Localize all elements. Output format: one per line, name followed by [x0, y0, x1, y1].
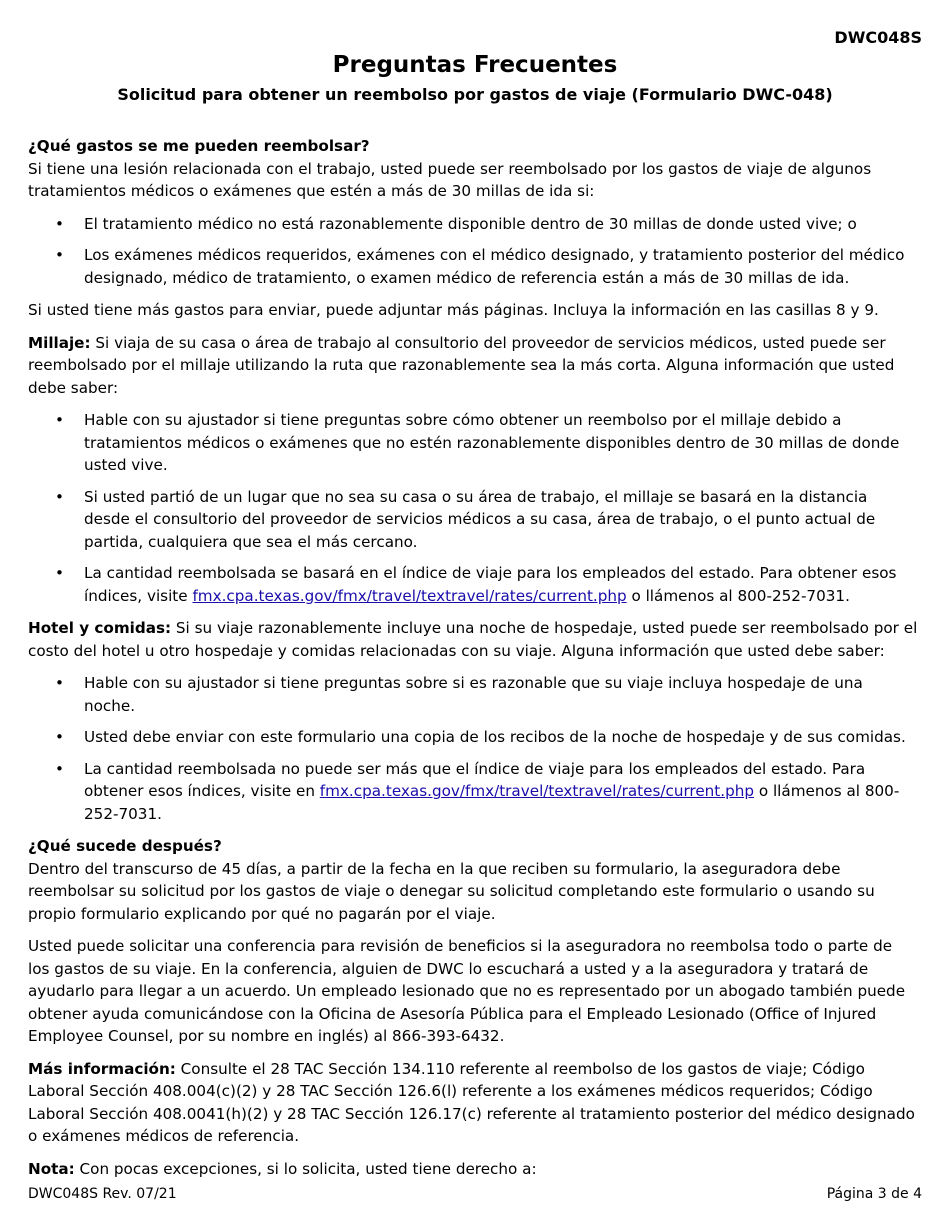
more-info-label: Más información: [28, 1059, 176, 1078]
bullet-icon: • [55, 759, 64, 778]
bullet-icon: • [55, 564, 64, 582]
list-item [28, 244, 918, 289]
note-label: Nota: [28, 1159, 75, 1178]
more-info-paragraph [28, 1058, 918, 1148]
bullet-icon: • [55, 214, 64, 233]
page-subtitle: Solicitud para obtener un reembolso por gastos de viaje (Formulario DWC-048) [117, 85, 833, 104]
hotel-label: Hotel y comidas: [28, 619, 172, 637]
extra-pages-note: Si usted tiene más gastos para enviar, puede adjuntar más páginas. Incluya la información en las casillas 8 y 9. [28, 301, 879, 319]
list-item-text: El tratamiento médico no está razonablemente disponible dentro de 30 millas de donde usted vive; o [84, 214, 857, 233]
list-item [28, 562, 918, 607]
document-body [28, 135, 918, 1190]
bullet-icon: • [55, 246, 64, 264]
list-item [28, 409, 918, 477]
bullet-icon: • [55, 674, 64, 692]
list-item-text: La cantidad reembolsada no puede ser más que el índice de viaje para los empleados del estado. Para obtener esos índices, visite en [84, 759, 866, 800]
list-item-text: Los exámenes médicos requeridos, exámenes con el médico designado, y tratamiento posterior del médico designado, médico de tratamiento, o examen médico de referencia están a más de 30 millas de ida. [84, 246, 905, 287]
list-item [28, 672, 918, 717]
mileage-text: Si viaja de su casa o área de trabajo al consultorio del proveedor de servicios médicos, usted puede ser reembolsado por el millaje utilizando la ruta que razonablemente sea la más corta. Alguna información que usted debe saber: [28, 333, 895, 397]
hotel-text: Si su viaje razonablemente incluye una noche de hospedaje, usted puede ser reembolsado por el costo del hotel u otro hospedaje y comidas relacionadas con su viaje. Alguna información que usted debe saber: [28, 619, 918, 660]
list-item-text: Hable con su ajustador si tiene preguntas sobre si es razonable que su viaje incluya hospedaje de una noche. [84, 674, 863, 715]
footer-revision: DWC048S Rev. 07/21 [28, 1186, 177, 1202]
note-text: Con pocas excepciones, si lo solicita, usted tiene derecho a: [74, 1159, 537, 1178]
list-item-text: La cantidad reembolsada se basará en el índice de viaje para los empleados del estado. Para obtener esos índices, visite [84, 564, 897, 605]
section-heading-next: ¿Qué sucede después? [28, 837, 222, 855]
section-heading-expenses: ¿Qué gastos se me pueden reembolsar? [28, 137, 370, 155]
list-item [28, 486, 918, 554]
expenses-bullet-list [28, 213, 918, 290]
list-item-text: Usted debe enviar con este formulario una copia de los recibos de la noche de hospedaje y de sus comidas. [84, 728, 906, 746]
expenses-intro: Si tiene una lesión relacionada con el trabajo, usted puede ser reembolsado por los gastos de viaje de algunos tratamientos médicos o exámenes que estén a más de 30 millas de ida si: [28, 159, 872, 200]
hotel-paragraph [28, 617, 918, 662]
list-item [28, 726, 918, 749]
mileage-label: Millaje: [28, 333, 91, 352]
next-paragraph-1: Dentro del transcurso de 45 días, a partir de la fecha en la que reciben su formulario, la aseguradora debe reembolsar su solicitud por los gastos de viaje o denegar su solicitud completando este formulario o usando su propio formulario explicando por qué no pagarán por el viaje. [28, 859, 875, 923]
mileage-paragraph [28, 332, 918, 400]
more-info-text: Consulte el 28 TAC Sección 134.110 referente al reembolso de los gastos de viaje; Código Laboral Sección 408.004(c)(2) y 28 TAC Sección 126.6(l) referente a los exámenes médicos requeridos; Código Laboral Sección 408.0041(h)(2) y 28 TAC Sección 126.17(c) referente al tratamiento posterior del médico designado o exámenes médicos de referencia. [28, 1059, 915, 1145]
mileage-bullet-list [28, 409, 918, 607]
list-item-text: Si usted partió de un lugar que no sea su casa o su área de trabajo, el millaje se basará en la distancia desde el consultorio del proveedor de servicios médicos a su casa, área de trabajo, o el punto actual de partida, cualquiera que sea el más cercano. [84, 487, 876, 551]
form-code: DWC048S [834, 28, 922, 47]
bullet-icon: • [55, 411, 64, 429]
page-title: Preguntas Frecuentes [332, 52, 618, 78]
footer-page-number: Página 3 de 4 [826, 1186, 922, 1202]
list-item [28, 758, 918, 826]
list-item-text: Hable con su ajustador si tiene preguntas sobre cómo obtener un reembolso por el millaje debido a tratamientos médicos o exámenes que no estén razonablemente disponibles dentro de 30 millas de donde usted vive. [84, 411, 900, 474]
travel-rates-link[interactable]: fmx.cpa.texas.gov/fmx/travel/textravel/rates/current.php [192, 586, 627, 605]
list-item [28, 213, 918, 236]
hotel-bullet-list [28, 672, 918, 825]
list-item-text: o llámenos al 800-252-7031. [84, 782, 900, 823]
note-paragraph [28, 1158, 918, 1181]
travel-rates-link[interactable]: fmx.cpa.texas.gov/fmx/travel/textravel/rates/current.php [319, 782, 754, 800]
next-paragraph-2: Usted puede solicitar una conferencia para revisión de beneficios si la aseguradora no reembolsa todo o parte de los gastos de su viaje. En la conferencia, alguien de DWC lo escuchará a usted y a la aseguradora y tratará de ayudarlo para llegar a un acuerdo. Un empleado lesionado que no es representado por un abogado también puede obtener ayuda comunicándose con la Oficina de Asesoría Pública para el Empleado Lesionado (Office of Injured Employee Counsel, por su nombre en inglés) al 866-393-6432. [28, 937, 906, 1045]
bullet-icon: • [55, 487, 64, 506]
bullet-icon: • [55, 728, 64, 746]
list-item-text: o llámenos al 800-252-7031. [626, 586, 850, 605]
